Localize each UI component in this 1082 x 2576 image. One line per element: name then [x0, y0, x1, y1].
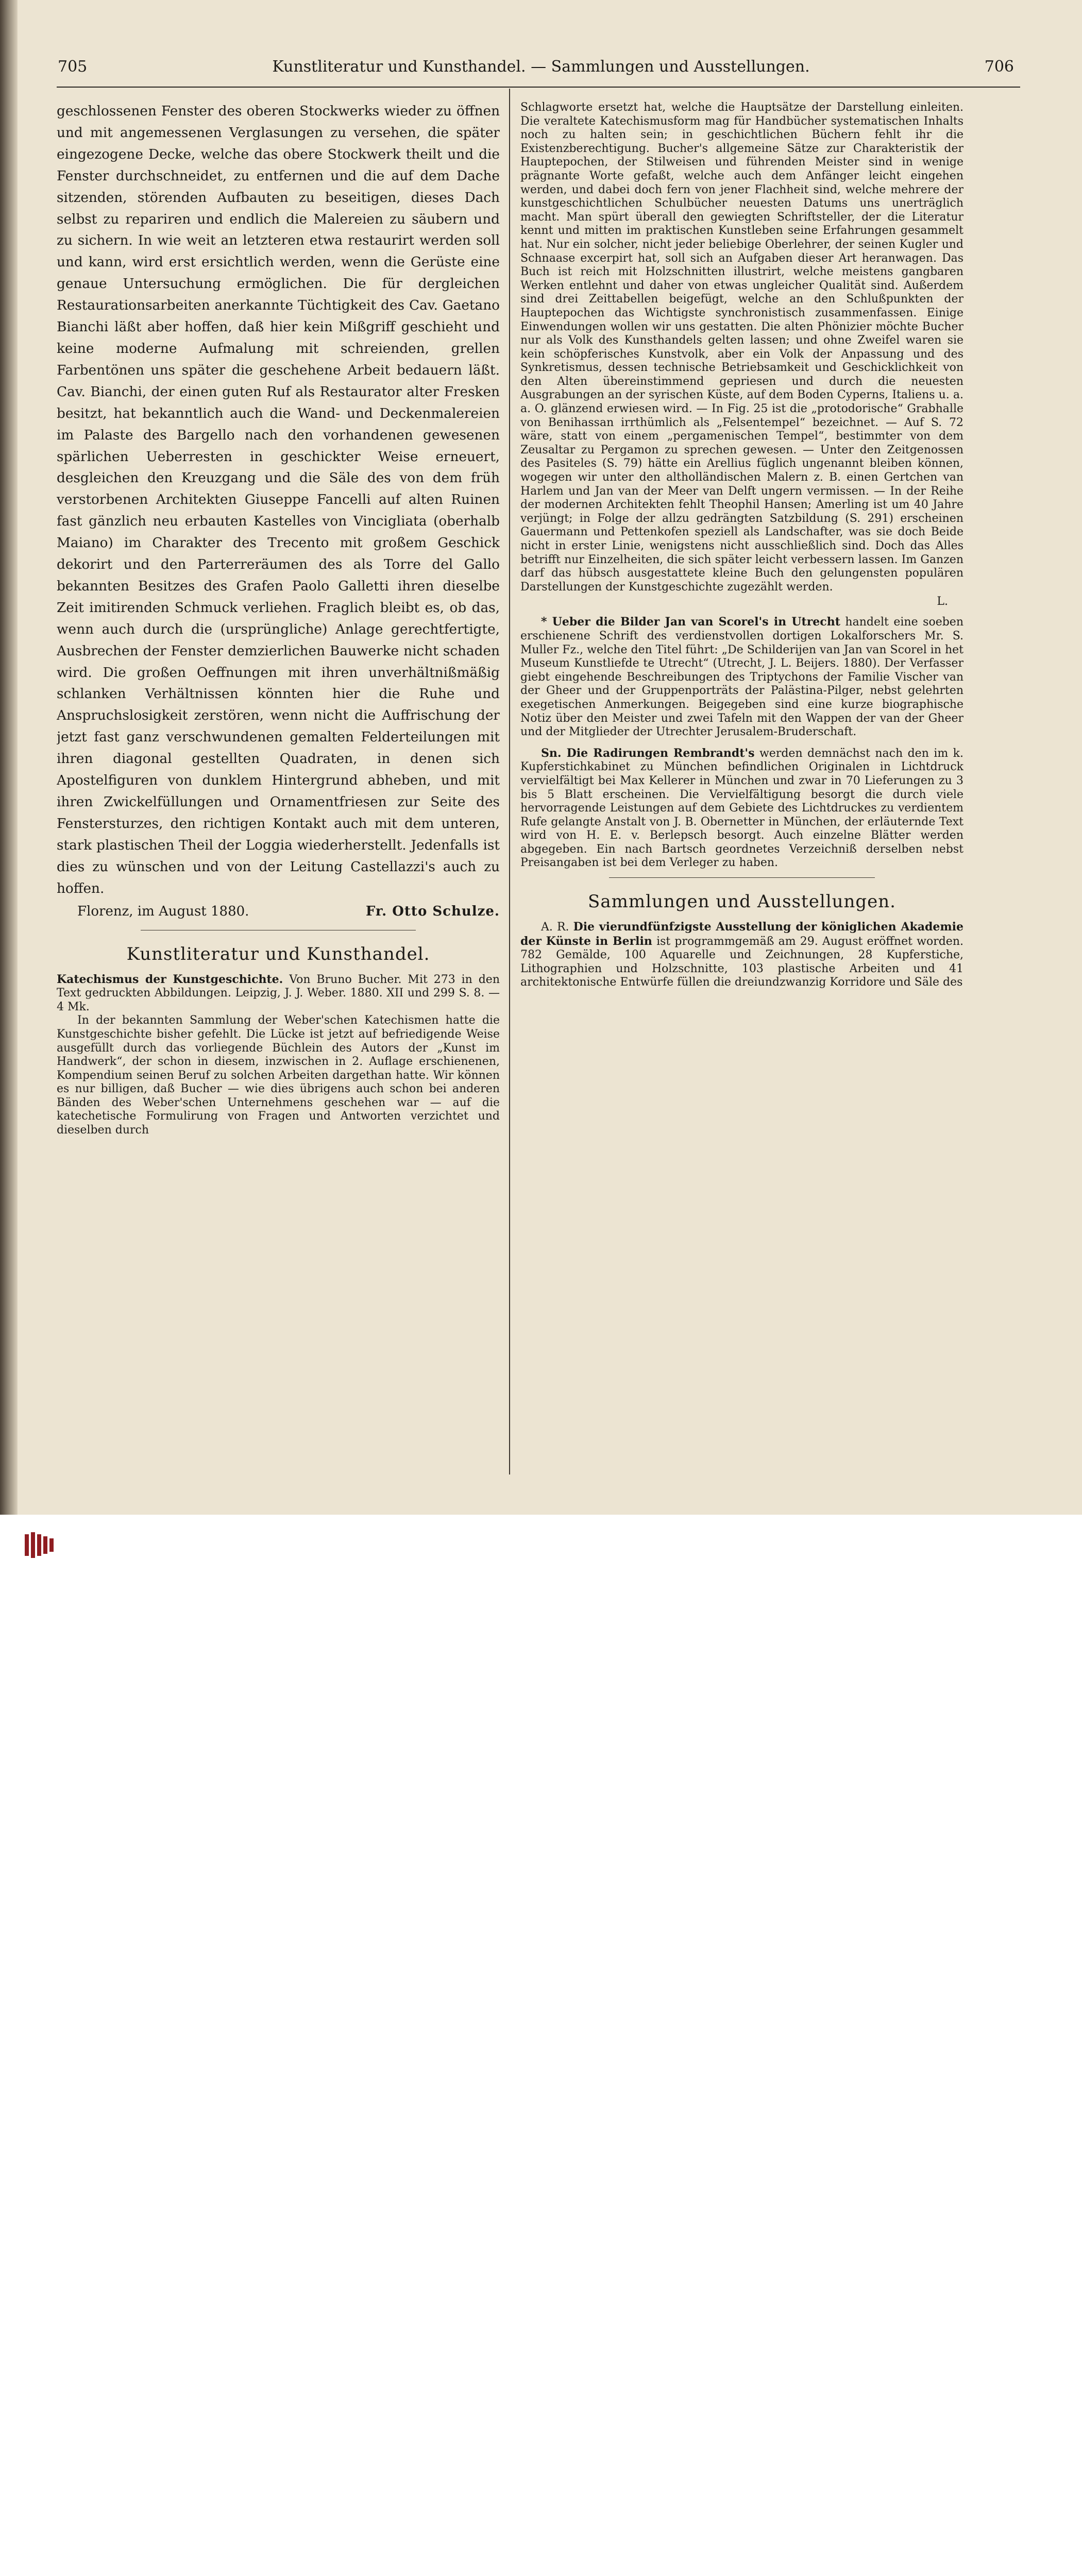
place-date: Florenz, im August 1880.: [77, 903, 249, 919]
scorel-note-lead: * Ueber die Bilder Jan van Scorel's in Utrecht: [541, 615, 840, 629]
review-text: In der bekannten Sammlung der Weber'schen Katechismen hatte die Kunstgeschichte bisher gefehlt. Die Lücke ist jetzt auf befriedigende Weise ausgefüllt durch das vorliegende Büchlein des Autors der „Kunst im Handwerk“, der schon in diesem, inzwischen in 2. Auflage erschienenen, Kompendium seinen Beruf zu solchen Arbeiten dargethan hatte. Wir können es nur billigen, daß Bucher — wie dies übrigens auch schon bei anderen Bänden des Weber'schen Unternehmens geschehen war — auf die katechetische Formulirung von Fragen und Antworten verzichtet und dieselben durch: [57, 1014, 500, 1137]
article-signature: [57, 900, 500, 923]
article-author: Fr. Otto Schulze.: [365, 903, 500, 919]
rembrandt-note: [520, 747, 963, 870]
page-number-left: 705: [58, 58, 88, 76]
book-title: Katechismus der Kunstgeschichte.: [57, 972, 283, 986]
florence-article-text: geschlossenen Fenster des oberen Stockwerks wieder zu öffnen und mit angemessenen Verglasungen zu versehen, die später eingezogene Decke, welche das obere Stockwerk theilt und die Fenster durchschneidet, zu entfernen und die auf dem Dache sitzenden, störenden Aufbauten zu beseitigen, dieses Dach selbst zu repariren und endlich die Malereien zu säubern und zu sichern. In wie weit an letzteren etwa restaurirt werden soll und kann, wird erst ersichtlich werden, wenn die Gerüste eine genaue Untersuchung ermöglichen. Die für dergleichen Restaurationsarbeiten anerkannte Tüchtigkeit des Cav. Gaetano Bianchi läßt aber hoffen, daß hier kein Mißgriff geschieht und keine moderne Aufmalung mit schreienden, grellen Farbentönen uns später die geschehene Arbeit bedauern läßt. Cav. Bianchi, der einen guten Ruf als Restaurator alter Fresken besitzt, hat bekanntlich auch die Wand- und Deckenmalereien im Palaste des Bargello nach den vorhandenen gewesenen spärlichen Ueberresten in geschickter Weise erneuert, desgleichen den Kreuzgang und die Säle des von dem früh verstorbenen Architekten Giuseppe Fancelli auf alten Ruinen fast gänzlich neu erbauten Kastelles von Vincigliata (oberhalb Maiano) im Charakter des Trecento mit großem Geschick dekorirt und den Parterreräumen des als Torre del Gallo bekannten Besitzes des Grafen Paolo Galletti ihren dieselbe Zeit imitirenden Schmuck verliehen. Fraglich bleibt es, ob das, wenn auch durch die (ursprüngliche) Anlage gerechtfertigte, Ausbrechen der Fenster demzierlichen Bauwerke nicht schaden wird. Die großen Oeffnungen mit ihren unverhältnißmäßig schlanken Verhältnissen könnten hier die Ruhe und Anspruchslosigkeit zerstören, wenn nicht die Auffrischung der jetzt fast ganz verschwundenen gemalten Felderteilungen mit ihren diagonal gestellten Quadraten, in denen sich Apostelfiguren von dunklem Hintergrund abheben, und mit ihren Zwickelfüllungen und Ornamentfriesen zur Seite des Fenstersturzes, den richtigen Kontakt auch mit dem unteren, stark plastischen Theil der Loggia wiederherstellt. Jedenfalls ist dies zu wünschen und von der Leitung Castellazzi's auch zu hoffen.: [57, 104, 500, 896]
running-title: Kunstliteratur und Kunsthandel. — Sammlungen und Ausstellungen.: [272, 58, 810, 76]
left-column: [57, 101, 500, 1487]
section-separator-2: [609, 877, 875, 878]
review-continuation: Schlagworte ersetzt hat, welche die Hauptsätze der Darstellung einleiten. Die veraltete Katechismusform mag für Handbücher systematischen Inhalts noch zu halten sein; in geschichtlichen Büchern fehlt ihr die Existenzberechtigung. Bucher's allgemeine Sätze zur Charakteristik der Hauptepochen, der Stilweisen und führenden Meister sind in wenige prägnante Worte gefaßt, welche auch dem Anfänger leicht eingehen werden, und dabei doch fern von jener Flachheit sind, welche mehrere der kunstgeschichtlichen Schulbücher neuesten Datums uns unerträglich macht. Man spürt überall den gewiegten Schriftsteller, der die Literatur kennt und mitten im praktischen Kunstleben seine Erfahrungen gesammelt hat. Nur ein solcher, nicht jeder beliebige Oberlehrer, der seinen Kugler und Schnaase excerpirt hat, soll sich an Aufgaben dieser Art heranwagen. Das Buch ist reich mit Holzschnitten illustrirt, welche meistens gangbaren Werken entlehnt und daher von etwas ungleicher Qualität sind. Außerdem sind drei Zeittabellen beigefügt, welche an den Schlußpunkten der Hauptepochen das Wichtigste synchronistisch zusammenfassen. Einige Einwendungen wollen wir uns gestatten. Die alten Phönizier möchte Bucher nur als Volk des Kunsthandels gelten lassen; und ohne Zweifel waren sie kein schöpferisches Kunstvolk, aber ein Volk der Anpassung und des Synkretismus, dessen technische Betriebsamkeit und Geschicklichkeit von den Alten übereinstimmend gepriesen und durch die neuesten Ausgrabungen an der syrischen Küste, auf dem Boden Cyperns, Italiens u. a. a. O. glänzend erwiesen wird. — In Fig. 25 ist die „protodorische“ Grabhalle von Benihassan irrthümlich als „Felsentempel“ bezeichnet. — Auf S. 72 wäre, statt von einem „pergamenischen Tempel“, bestimmter von dem Zeusaltar zu Pergamon zu sprechen gewesen. — Unter den Zeitgenossen des Pasiteles (S. 79) hätte ein Arellius füglich ungenannt bleiben können, wogegen wir unter den altholländischen Malern z. B. einen Gertchen van Harlem und Jan van der Meer van Delft ungern vermissen. — In der Reihe der modernen Architekten fehlt Theophil Hansen; Amerling ist um 40 Jahre verjüngt; in Folge der allzu gedrängten Satzbildung (S. 291) erscheinen Gauermann und Pettenkofen speziell als Landschafter, was sie doch Beide nicht in erster Linie, wenigstens nicht ausschließlich sind. Doch das Alles betrifft nur Einzelheiten, die sich später leicht verbessern lassen. Im Ganzen darf das hübsch ausgestattete kleine Buch den gelungensten populären Darstellungen der Kunstgeschichte zugezählt werden.: [520, 101, 963, 594]
header-rule: [57, 87, 1020, 88]
section-title-kunstliteratur: Kunstliteratur und Kunsthandel.: [126, 943, 430, 964]
book-entry: [57, 973, 500, 1014]
rembrandt-note-text: werden demnächst nach den im k. Kupferstichkabinet zu München befindlichen Originalen in Lichtdruck vervielfältigt bei Max Kellerer in München und zwar in 70 Lieferungen zu 3 bis 5 Blatt erscheinen. Die Vervielfältigung besorgt die durch viele hervorragende Leistungen auf dem Gebiete des Lichtdruckes zu verdientem Rufe gelangte Anstalt von J. B. Obernetter in München, der erläuternde Text wird von H. E. v. Berlepsch besorgt. Auch einzelne Blätter werden abgegeben. Ein nach Bartsch geordnetes Verzeichniß derselben nebst Preisangaben ist bei dem Verleger zu haben.: [520, 747, 963, 870]
university-library-logo-icon: [15, 1530, 93, 1561]
page-number-right: 706: [984, 58, 1014, 76]
berlin-note-text: ist programmgemäß am 29. August eröffnet worden. 782 Gemälde, 100 Aquarelle und Zeichnungen, 28 Kupferstiche, Lithographien und Holzschnitte, 103 plastische Arbeiten und 41 architektonische Entwürfe füllen die dreiundzwanzig Korridore und Säle des: [520, 935, 963, 989]
right-column: [520, 101, 963, 1487]
book-info: Von Bruno Bucher. Mit 273 in den Text gedruckten Abbildungen. Leipzig, J. J. Weber. 1880. XII und 299 S. 8. — 4 Mk.: [57, 973, 500, 1013]
book-spine-shadow: [0, 0, 18, 1515]
section-title-sammlungen: Sammlungen und Ausstellungen.: [588, 891, 896, 912]
scorel-note-text: handelt eine soeben erschienene Schrift des verdienstvollen dortigen Lokalforschers Mr. S. Muller Fz., welche den Titel führt: „De Schilderijen van Jan van Scorel in het Museum Kunstliefde te Utrecht“ (Utrecht, J. L. Beijers. 1880). Der Verfasser giebt eingehende Beschreibungen des Triptychons der Familie Vischer van der Gheer und der Gruppenporträts der Palästina-Pilger, nebst gelehrten exegetischen Anmerkungen. Beigegeben sind eine kurze biographische Notiz über den Meister und zwei Tafeln mit den Wappen der van der Gheer und der Mitglieder der Utrechter Jerusalem-Bruderschaft.: [520, 616, 963, 739]
review-signature: L.: [937, 595, 948, 608]
rembrandt-note-lead: Sn. Die Radirungen Rembrandt's: [541, 746, 755, 760]
column-divider: [509, 89, 510, 1475]
berlin-note-lead: Die vierundfünfzigste Ausstellung der königlichen Akademie der Künste in Berlin: [520, 920, 963, 948]
berlin-note-initials: A. R.: [541, 921, 569, 934]
footer-bar: [0, 1515, 1082, 1581]
scorel-note: [520, 615, 963, 739]
berlin-exhibition-note: [520, 920, 963, 990]
